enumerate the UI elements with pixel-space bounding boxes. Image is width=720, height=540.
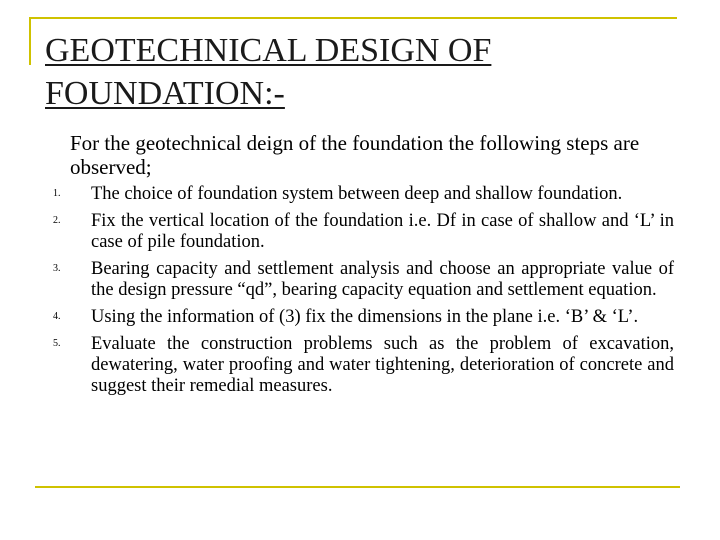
- frame-left-line: [29, 17, 31, 65]
- step-item-3: [48, 259, 674, 301]
- intro-text: For the geotechnical deign of the foundation the following steps are observed;: [70, 131, 640, 179]
- step-number: 4.: [53, 311, 61, 322]
- step-item-2: [48, 211, 674, 253]
- step-item-5: [48, 334, 674, 397]
- title-line-1: GEOTECHNICAL DESIGN OF: [45, 32, 492, 69]
- step-item-1: [48, 184, 674, 205]
- step-number: 1.: [53, 188, 61, 199]
- frame-bottom-line: [35, 486, 680, 488]
- step-text: Fix the vertical location of the foundation i.e. Df in case of shallow and ‘L’ in case of pile foundation.: [91, 211, 674, 252]
- steps-list: [48, 184, 674, 403]
- step-text: The choice of foundation system between deep and shallow foundation.: [91, 184, 623, 204]
- step-number: 3.: [53, 263, 61, 274]
- step-number: 5.: [53, 338, 61, 349]
- frame-top-line: [29, 17, 677, 19]
- step-text: Bearing capacity and settlement analysis and choose an appropriate value of the design pressure “qd”, bearing capacity equation and settlement equation.: [91, 259, 674, 300]
- step-text: Evaluate the construction problems such as the problem of excavation, dewatering, water proofing and water tightening, deterioration of concrete and suggest their remedial measures.: [91, 334, 674, 396]
- step-item-4: [48, 307, 674, 328]
- step-number: 2.: [53, 215, 61, 226]
- slide-title: [45, 29, 685, 115]
- title-line-2: FOUNDATION:-: [45, 75, 285, 112]
- step-text: Using the information of (3) fix the dimensions in the plane i.e. ‘B’ & ‘L’.: [91, 307, 639, 327]
